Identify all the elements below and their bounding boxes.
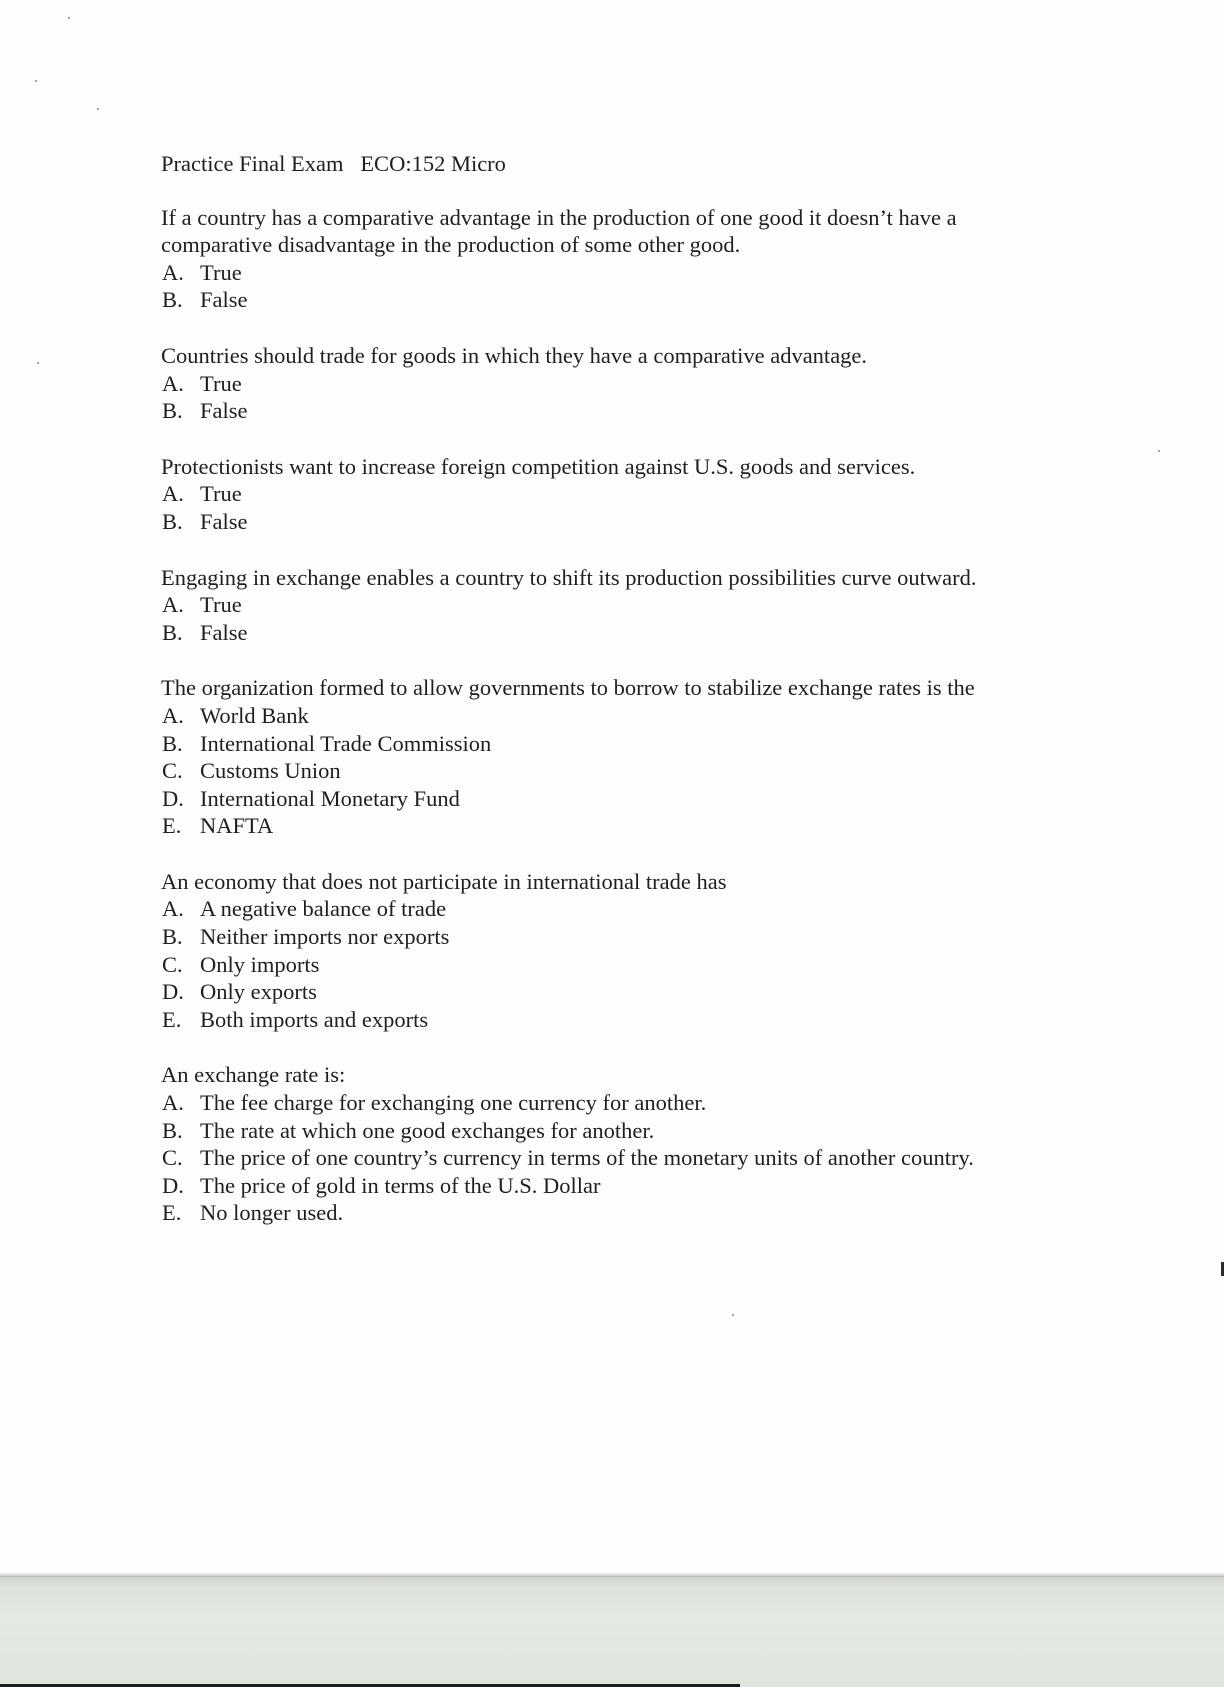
- option-text: True: [200, 259, 242, 285]
- option-text: Only imports: [200, 951, 320, 977]
- option-letter: B.: [162, 619, 183, 645]
- option-letter: D.: [162, 979, 184, 1005]
- option-text: False: [200, 508, 248, 534]
- question-4: [161, 564, 1061, 647]
- answer-option: [161, 785, 1061, 813]
- option-letter: C.: [162, 758, 183, 784]
- option-text: NAFTA: [200, 813, 274, 839]
- exam-content: [161, 150, 1061, 1255]
- answer-option: [161, 702, 1061, 730]
- answer-option: [161, 812, 1061, 840]
- option-text: Only exports: [200, 979, 317, 1005]
- option-text: True: [200, 481, 242, 507]
- option-text: The price of one country’s currency in terms of the monetary units of another country.: [200, 1145, 974, 1171]
- option-letter: C.: [162, 1145, 183, 1171]
- answer-option: [161, 397, 1061, 425]
- question-stem: Engaging in exchange enables a country to shift its production possibilities curve outward.: [161, 564, 977, 590]
- option-text: Neither imports nor exports: [200, 924, 450, 950]
- answer-option: [161, 730, 1061, 758]
- answer-options: [161, 480, 1061, 535]
- scan-speck: [37, 362, 39, 364]
- answer-option: [161, 757, 1061, 785]
- option-letter: D.: [162, 785, 184, 811]
- option-letter: C.: [162, 951, 183, 977]
- option-text: Both imports and exports: [200, 1006, 429, 1032]
- option-letter: E.: [162, 813, 182, 839]
- answer-option: [161, 978, 1061, 1006]
- answer-option: [161, 259, 1061, 287]
- scan-speck: [35, 80, 37, 82]
- scanner-bed: [0, 1576, 1224, 1687]
- option-text: Customs Union: [200, 758, 341, 784]
- question-6: [161, 868, 1061, 1034]
- answer-option: [161, 591, 1061, 619]
- answer-option: [161, 1199, 1061, 1227]
- option-letter: A.: [162, 702, 184, 728]
- scan-speck: [68, 17, 70, 19]
- answer-option: [161, 895, 1061, 923]
- question-stem: An economy that does not participate in international trade has: [161, 868, 727, 894]
- option-letter: B.: [162, 398, 183, 424]
- option-letter: A.: [162, 896, 184, 922]
- answer-options: [161, 1089, 1061, 1227]
- option-letter: A.: [162, 1090, 184, 1116]
- answer-options: [161, 370, 1061, 425]
- answer-option: [161, 619, 1061, 647]
- option-text: True: [200, 370, 242, 396]
- option-letter: E.: [162, 1006, 182, 1032]
- option-text: False: [200, 287, 248, 313]
- option-text: False: [200, 398, 248, 424]
- question-5: [161, 674, 1061, 840]
- option-letter: B.: [162, 508, 183, 534]
- option-letter: B.: [162, 924, 183, 950]
- option-letter: A.: [162, 481, 184, 507]
- answer-option: [161, 1006, 1061, 1034]
- answer-option: [161, 1117, 1061, 1145]
- option-text: The fee charge for exchanging one currency for another.: [200, 1090, 707, 1116]
- question-stem: If a country has a comparative advantage in the production of one good it doesn’t have a comparative disadvantage in the production of some other good.: [161, 204, 957, 258]
- answer-option: [161, 480, 1061, 508]
- option-letter: D.: [162, 1172, 184, 1198]
- option-letter: B.: [162, 730, 183, 756]
- option-letter: A.: [162, 592, 184, 618]
- question-stem: Protectionists want to increase foreign competition against U.S. goods and services.: [161, 453, 916, 479]
- question-stem: The organization formed to allow governments to borrow to stabilize exchange rates is the: [161, 675, 975, 701]
- option-text: No longer used.: [200, 1200, 344, 1226]
- answer-options: [161, 259, 1061, 314]
- question-3: [161, 453, 1061, 536]
- option-text: The price of gold in terms of the U.S. Dollar: [200, 1172, 601, 1198]
- answer-option: [161, 1144, 1061, 1172]
- question-stem: Countries should trade for goods in which they have a comparative advantage.: [161, 342, 868, 368]
- answer-option: [161, 286, 1061, 314]
- exam-title: Practice Final Exam ECO:152 Micro: [161, 151, 506, 176]
- answer-option: [161, 1172, 1061, 1200]
- question-stem: An exchange rate is:: [161, 1062, 346, 1088]
- option-text: International Trade Commission: [200, 730, 492, 756]
- answer-option: [161, 370, 1061, 398]
- answer-option: [161, 923, 1061, 951]
- option-letter: A.: [162, 259, 184, 285]
- question-7: [161, 1061, 1061, 1227]
- answer-options: [161, 591, 1061, 646]
- option-letter: B.: [162, 287, 183, 313]
- answer-option: [161, 1089, 1061, 1117]
- question-2: [161, 342, 1061, 425]
- option-text: International Monetary Fund: [200, 785, 460, 811]
- option-text: True: [200, 592, 242, 618]
- answer-options: [161, 895, 1061, 1033]
- answer-options: [161, 702, 1061, 840]
- option-text: The rate at which one good exchanges for another.: [200, 1117, 655, 1143]
- answer-option: [161, 508, 1061, 536]
- option-letter: E.: [162, 1200, 182, 1226]
- option-text: A negative balance of trade: [200, 896, 447, 922]
- option-text: World Bank: [200, 702, 309, 728]
- scan-speck: [1158, 450, 1160, 452]
- answer-option: [161, 951, 1061, 979]
- option-letter: A.: [162, 370, 184, 396]
- option-text: False: [200, 619, 248, 645]
- scan-speck: [732, 1314, 734, 1316]
- scan-speck: [97, 108, 99, 110]
- option-letter: B.: [162, 1117, 183, 1143]
- question-1: [161, 204, 1061, 314]
